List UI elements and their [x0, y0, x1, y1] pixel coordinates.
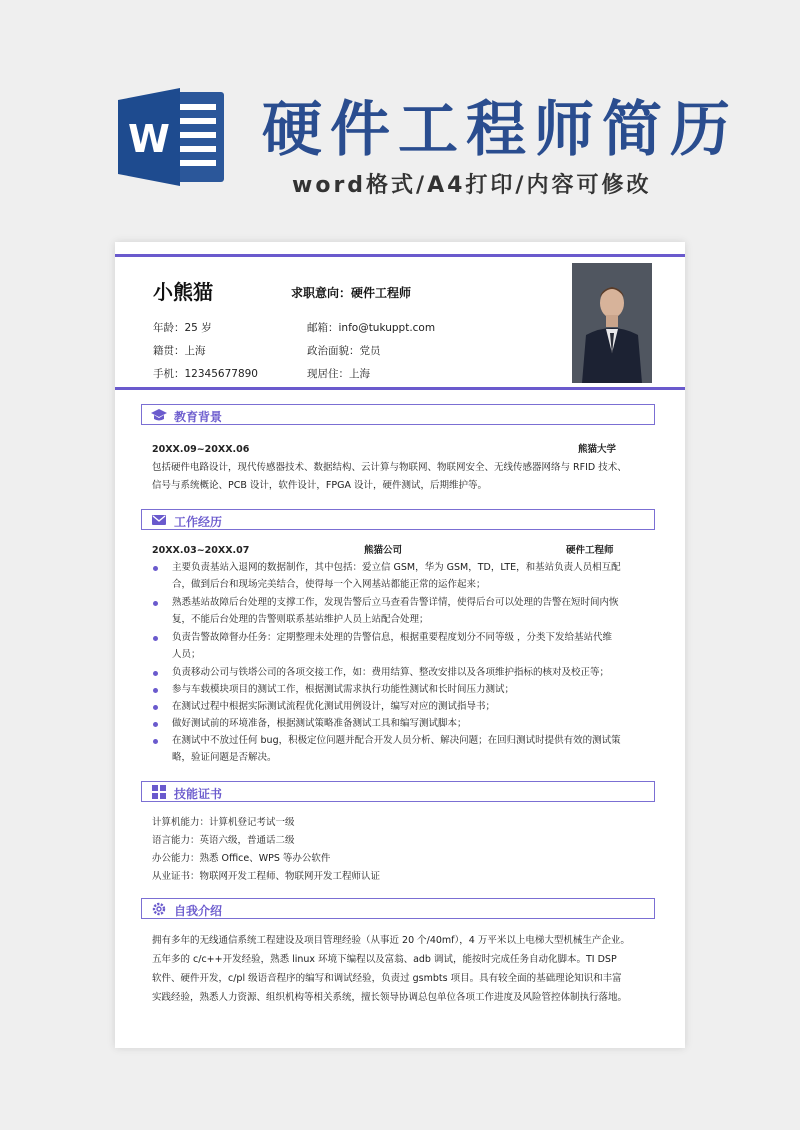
work-bullet-2a: 熟悉基站故障后台处理的支撑工作，发现告警后立马查看告警详情，使得后台可以处理的告警在短时间内恢: [172, 597, 619, 608]
work-bullet-1a: 主要负责基站入退网的数据制作，其中包括：爱立信 GSM，华为 GSM，TD，LTE，和基站负责人员相互配: [172, 562, 621, 573]
work-bullet-8a: 在测试中不放过任何 bug，积极定位问题并配合开发人员分析、解决问题；在回归测试时提供有效的测试策: [172, 735, 621, 746]
work-bullet-1b: 合，做到后台和现场完美结合，使得每一个入网基站都能正常的运作起来；: [172, 579, 486, 590]
info-political: 政治面貌：党员: [307, 345, 381, 357]
work-company: 熊猫公司: [364, 545, 403, 556]
header-divider: [115, 387, 685, 390]
about-line-4: 实践经验，熟悉人力资源、组织机构等相关系统，擅长领导协调总包单位各项工作进度及风险管控体制执行落地。: [152, 992, 628, 1003]
resume-page: [115, 242, 685, 1048]
about-line-3: 软件、硬件开发，c/pl 级语音程序的编写和调试经验，负责过 gsmbts 项目。具有较全面的基础理论知识和丰富: [152, 973, 622, 984]
about-line-1: 拥有多年的无线通信系统工程建设及项目管理经验（从事近 20 个/40mf），4 万平米以上电梯大型机械生产企业。: [152, 935, 630, 946]
gear-icon: [151, 902, 167, 916]
bullet-dot: [153, 601, 158, 606]
word-icon: [118, 86, 228, 188]
info-age: 年龄：25 岁: [153, 322, 212, 334]
bullet-dot: [153, 722, 158, 727]
section-work: [141, 509, 655, 530]
candidate-name: 小熊猫: [153, 280, 213, 304]
section-about-title: 自我介绍: [174, 904, 223, 918]
job-intent: 求职意向：硬件工程师: [291, 286, 412, 300]
work-bullet-5: 参与车载模块项目的测试工作，根据测试需求执行功能性测试和长时间压力测试；: [172, 684, 515, 695]
banner-subtitle: word格式/A4打印/内容可修改: [292, 173, 652, 198]
education-line-1: 包括硬件电路设计，现代传感器技术、数据结构、云计算与物联网、物联网安全、无线传感器网络与 RFID 技术、: [152, 462, 627, 473]
info-hometown: 籍贯：上海: [153, 345, 206, 357]
bullet-dot: [153, 636, 158, 641]
bullet-dot: [153, 688, 158, 693]
info-email: 邮箱：info@tukuppt.com: [307, 322, 436, 334]
skill-certificate: 从业证书：物联网开发工程师、物联网开发工程师认证: [152, 871, 381, 882]
section-education: [141, 404, 655, 425]
section-skills-title: 技能证书: [174, 787, 223, 801]
work-bullet-6: 在测试过程中根据实际测试流程优化测试用例设计，编写对应的测试指导书；: [172, 701, 496, 712]
bullet-dot: [153, 671, 158, 676]
info-phone: 手机：12345677890: [153, 368, 258, 380]
work-bullet-4: 负责移动公司与铁塔公司的各项交接工作，如：费用结算、整改安排以及各项维护指标的核对及校正等；: [172, 667, 610, 678]
work-date: 20XX.03~20XX.07: [152, 545, 250, 556]
work-role: 硬件工程师: [566, 545, 614, 556]
mail-icon: [151, 513, 167, 527]
banner-title: 硬件工程师简历: [262, 95, 738, 165]
education-line-2: 信号与系统概论、PCB 设计，软件设计，FPGA 设计，硬件测试，后期维护等。: [152, 480, 487, 491]
work-bullet-8b: 略，验证问题是否解决。: [172, 752, 277, 763]
top-divider: [115, 254, 685, 257]
info-residence: 现居住：上海: [307, 368, 370, 380]
bullet-dot: [153, 705, 158, 710]
education-date: 20XX.09~20XX.06: [152, 444, 250, 455]
about-line-2: 五年多的 c/c++开发经验，熟悉 linux 环境下编程以及富翁、adb 调试，能按时完成任务自动化脚本。TI DSP: [152, 954, 617, 965]
skill-office: 办公能力：熟悉 Office、WPS 等办公软件: [152, 853, 331, 864]
section-work-title: 工作经历: [174, 515, 223, 529]
section-education-title: 教育背景: [174, 410, 223, 424]
word-logo-letter: W: [128, 117, 170, 161]
work-bullet-3b: 人员；: [172, 649, 201, 660]
skill-language: 语言能力：英语六级，普通话二级: [152, 835, 295, 846]
graduation-cap-icon: [151, 408, 167, 422]
work-bullet-7: 做好测试前的环境准备，根据测试策略准备测试工具和编写测试脚本；: [172, 718, 467, 729]
header-banner: [0, 0, 800, 230]
grid-apps-icon: [151, 785, 167, 799]
education-school: 熊猫大学: [578, 444, 617, 455]
work-bullet-3a: 负责告警故障督办任务：定期整理未处理的告警信息，根据重要程度划分不同等级 ，分类下发给基站代维: [172, 632, 613, 643]
section-skills: [141, 781, 655, 802]
section-about: [141, 898, 655, 919]
skill-computer: 计算机能力：计算机登记考试一级: [152, 817, 295, 828]
bullet-dot: [153, 739, 158, 744]
work-bullet-2b: 复，不能后台处理的告警则联系基站维护人员上站配合处理；: [172, 614, 429, 625]
bullet-dot: [153, 566, 158, 571]
profile-photo: [572, 263, 652, 383]
